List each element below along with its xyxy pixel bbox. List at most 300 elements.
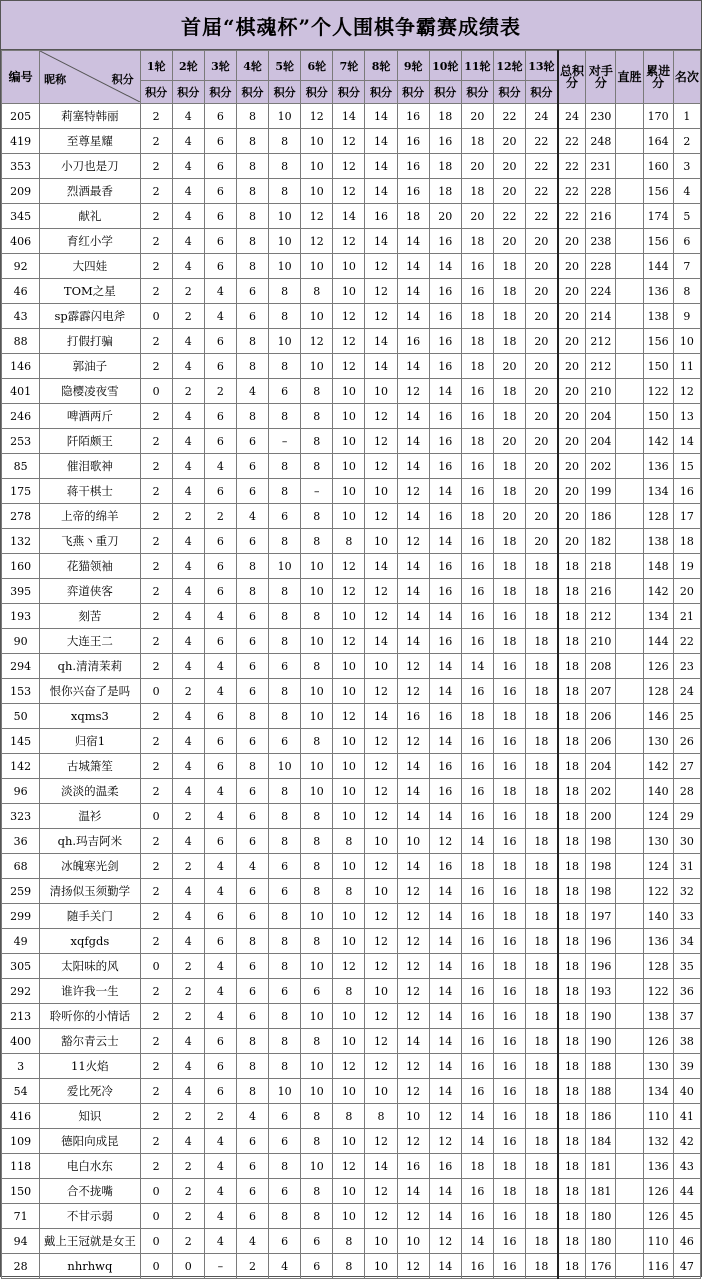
round-6-score-cell: 8 <box>301 1029 333 1054</box>
round-7-score-cell: 12 <box>333 154 365 179</box>
cumulative-score-cell: 150 <box>643 354 673 379</box>
player-name-cell: xqfgds <box>40 929 140 954</box>
player-name-cell: 知识 <box>40 1104 140 1129</box>
round-1-score-cell: 2 <box>140 154 172 179</box>
player-id-cell: 142 <box>2 754 40 779</box>
player-name-cell: 至尊星耀 <box>40 129 140 154</box>
table-row <box>2 1204 701 1229</box>
round-2-score-cell: 4 <box>172 754 204 779</box>
round-10-score-cell: 18 <box>429 179 461 204</box>
round-3-score-cell: 4 <box>204 854 236 879</box>
round-9-score-cell: 12 <box>397 904 429 929</box>
total-score-cell: 18 <box>558 679 586 704</box>
cumulative-score-cell: 144 <box>643 629 673 654</box>
round-1-score-cell: 2 <box>140 1104 172 1129</box>
round-6-score-cell: 10 <box>301 154 333 179</box>
player-name-cell: 清扬似玉须勤学 <box>40 879 140 904</box>
total-score-cell: 18 <box>558 1054 586 1079</box>
cumulative-score-cell: 128 <box>643 504 673 529</box>
player-name-cell: 催泪歌神 <box>40 454 140 479</box>
cumulative-score-cell: 136 <box>643 454 673 479</box>
round-13-score-cell: 18 <box>526 1204 558 1229</box>
round-10-score-cell: 16 <box>429 354 461 379</box>
header-round-score: 积分 <box>172 81 204 104</box>
round-12-score-cell: 18 <box>493 1179 525 1204</box>
round-10-score-cell: 16 <box>429 629 461 654</box>
round-7-score-cell: 10 <box>333 754 365 779</box>
round-1-score-cell: 2 <box>140 779 172 804</box>
table-row <box>2 429 701 454</box>
player-id-cell: 406 <box>2 229 40 254</box>
round-11-score-cell: 16 <box>461 779 493 804</box>
round-12-score-cell: 20 <box>493 354 525 379</box>
round-5-score-cell: 8 <box>269 829 301 854</box>
round-1-score-cell: 2 <box>140 329 172 354</box>
round-6-score-cell: 6 <box>301 1229 333 1254</box>
cumulative-score-cell: 156 <box>643 329 673 354</box>
round-9-score-cell: 12 <box>397 1204 429 1229</box>
round-11-score-cell: 18 <box>461 704 493 729</box>
round-7-score-cell: 10 <box>333 1004 365 1029</box>
cumulative-score-cell: 138 <box>643 1004 673 1029</box>
round-5-score-cell: 8 <box>269 279 301 304</box>
direct-win-cell <box>616 304 643 329</box>
round-11-score-cell: 16 <box>461 929 493 954</box>
cumulative-score-cell: 128 <box>643 954 673 979</box>
round-1-score-cell: 2 <box>140 929 172 954</box>
round-8-score-cell: 14 <box>365 154 397 179</box>
round-3-score-cell: 6 <box>204 829 236 854</box>
round-13-score-cell: 18 <box>526 1079 558 1104</box>
round-1-score-cell: 2 <box>140 129 172 154</box>
player-id-cell: 90 <box>2 629 40 654</box>
player-name-cell: 阡陌颇王 <box>40 429 140 454</box>
player-id-cell: 50 <box>2 704 40 729</box>
opponent-score-cell: 202 <box>586 779 616 804</box>
round-12-score-cell: 16 <box>493 1229 525 1254</box>
round-3-score-cell: 6 <box>204 104 236 129</box>
round-6-score-cell: 12 <box>301 229 333 254</box>
round-4-score-cell: 6 <box>236 954 268 979</box>
round-10-score-cell: 14 <box>429 1204 461 1229</box>
total-score-cell: 22 <box>558 204 586 229</box>
player-id-cell: 118 <box>2 1154 40 1179</box>
round-9-score-cell: 12 <box>397 379 429 404</box>
round-13-score-cell: 18 <box>526 979 558 1004</box>
round-9-score-cell: 14 <box>397 229 429 254</box>
cumulative-score-cell: 142 <box>643 429 673 454</box>
round-8-score-cell: 12 <box>365 929 397 954</box>
table-row <box>2 904 701 929</box>
total-score-cell: 20 <box>558 329 586 354</box>
direct-win-cell <box>616 204 643 229</box>
round-12-score-cell: 16 <box>493 754 525 779</box>
round-7-score-cell: 12 <box>333 304 365 329</box>
round-1-score-cell: 2 <box>140 854 172 879</box>
round-2-score-cell: 4 <box>172 104 204 129</box>
round-9-score-cell: 12 <box>397 479 429 504</box>
cumulative-score-cell: 164 <box>643 129 673 154</box>
round-8-score-cell: 12 <box>365 429 397 454</box>
round-2-score-cell: 2 <box>172 679 204 704</box>
opponent-score-cell: 214 <box>586 304 616 329</box>
round-9-score-cell: 16 <box>397 704 429 729</box>
round-8-score-cell: 12 <box>365 279 397 304</box>
round-2-score-cell: 2 <box>172 1104 204 1129</box>
round-11-score-cell: 14 <box>461 1104 493 1129</box>
round-5-score-cell: 8 <box>269 904 301 929</box>
round-3-score-cell: 4 <box>204 279 236 304</box>
round-3-score-cell: 6 <box>204 729 236 754</box>
total-score-cell: 18 <box>558 979 586 1004</box>
round-10-score-cell: 16 <box>429 554 461 579</box>
round-13-score-cell: 18 <box>526 779 558 804</box>
round-1-score-cell: 2 <box>140 629 172 654</box>
player-name-cell: 烈酒最香 <box>40 179 140 204</box>
cumulative-score-cell: 170 <box>643 104 673 129</box>
player-id-cell: 213 <box>2 1004 40 1029</box>
round-13-score-cell: 20 <box>526 254 558 279</box>
round-10-score-cell: 14 <box>429 479 461 504</box>
round-4-score-cell: 8 <box>236 554 268 579</box>
round-11-score-cell: 20 <box>461 154 493 179</box>
table-row <box>2 1254 701 1279</box>
round-9-score-cell: 10 <box>397 1229 429 1254</box>
player-name-cell: 献礼 <box>40 204 140 229</box>
total-score-cell: 18 <box>558 604 586 629</box>
table-row <box>2 1054 701 1079</box>
opponent-score-cell: 231 <box>586 154 616 179</box>
round-3-score-cell: 4 <box>204 879 236 904</box>
round-5-score-cell: 10 <box>269 554 301 579</box>
opponent-score-cell: 216 <box>586 204 616 229</box>
round-12-score-cell: 16 <box>493 604 525 629</box>
cumulative-score-cell: 126 <box>643 654 673 679</box>
round-11-score-cell: 16 <box>461 979 493 1004</box>
round-1-score-cell: 2 <box>140 579 172 604</box>
round-6-score-cell: 10 <box>301 1079 333 1104</box>
round-7-score-cell: 10 <box>333 604 365 629</box>
round-8-score-cell: 10 <box>365 379 397 404</box>
round-10-score-cell: 14 <box>429 529 461 554</box>
total-score-cell: 18 <box>558 929 586 954</box>
round-6-score-cell: 8 <box>301 1179 333 1204</box>
round-2-score-cell: 4 <box>172 929 204 954</box>
round-7-score-cell: 10 <box>333 1079 365 1104</box>
player-id-cell: 88 <box>2 329 40 354</box>
round-5-score-cell: 10 <box>269 1079 301 1104</box>
round-12-score-cell: 18 <box>493 954 525 979</box>
round-9-score-cell: 14 <box>397 854 429 879</box>
header-round-score: 积分 <box>461 81 493 104</box>
round-5-score-cell: 8 <box>269 304 301 329</box>
header-round-score: 积分 <box>365 81 397 104</box>
round-5-score-cell: 8 <box>269 579 301 604</box>
cumulative-score-cell: 134 <box>643 604 673 629</box>
round-5-score-cell: 8 <box>269 354 301 379</box>
round-7-score-cell: 12 <box>333 329 365 354</box>
round-8-score-cell: 12 <box>365 754 397 779</box>
total-score-cell: 20 <box>558 304 586 329</box>
round-7-score-cell: 12 <box>333 954 365 979</box>
round-13-score-cell: 22 <box>526 129 558 154</box>
player-name-cell: 蒋干棋士 <box>40 479 140 504</box>
round-13-score-cell: 18 <box>526 1154 558 1179</box>
round-7-score-cell: 10 <box>333 404 365 429</box>
round-12-score-cell: 18 <box>493 579 525 604</box>
table-row <box>2 404 701 429</box>
direct-win-cell <box>616 129 643 154</box>
opponent-score-cell: 204 <box>586 429 616 454</box>
player-name-cell: 古城箫笙 <box>40 754 140 779</box>
round-8-score-cell: 12 <box>365 854 397 879</box>
round-7-score-cell: 10 <box>333 679 365 704</box>
player-id-cell: 160 <box>2 554 40 579</box>
round-9-score-cell: 10 <box>397 1104 429 1129</box>
total-score-cell: 20 <box>558 379 586 404</box>
round-9-score-cell: 12 <box>397 529 429 554</box>
round-13-score-cell: 20 <box>526 229 558 254</box>
round-13-score-cell: 18 <box>526 754 558 779</box>
round-2-score-cell: 4 <box>172 529 204 554</box>
table-row <box>2 454 701 479</box>
cumulative-score-cell: 156 <box>643 229 673 254</box>
rank-cell: 13 <box>673 404 700 429</box>
player-id-cell: 145 <box>2 729 40 754</box>
round-7-score-cell: 8 <box>333 1104 365 1129</box>
player-name-cell: 恨你兴奋了是吗 <box>40 679 140 704</box>
direct-win-cell <box>616 654 643 679</box>
round-13-score-cell: 18 <box>526 804 558 829</box>
round-6-score-cell: 6 <box>301 1254 333 1279</box>
total-score-cell: 18 <box>558 829 586 854</box>
player-id-cell: 94 <box>2 1229 40 1254</box>
rank-cell: 30 <box>673 829 700 854</box>
table-row <box>2 629 701 654</box>
round-3-score-cell: 4 <box>204 1129 236 1154</box>
round-13-score-cell: 18 <box>526 1129 558 1154</box>
round-1-score-cell: 2 <box>140 754 172 779</box>
table-row <box>2 479 701 504</box>
player-name-cell: 大连王二 <box>40 629 140 654</box>
header-rank: 名次 <box>673 51 700 104</box>
rank-cell: 20 <box>673 579 700 604</box>
rank-cell: 14 <box>673 429 700 454</box>
page-title: 首届“棋魂杯”个人围棋争霸赛成绩表 <box>1 1 701 50</box>
round-1-score-cell: 2 <box>140 1079 172 1104</box>
round-3-score-cell: 4 <box>204 304 236 329</box>
round-7-score-cell: 10 <box>333 379 365 404</box>
round-11-score-cell: 18 <box>461 354 493 379</box>
round-7-score-cell: 12 <box>333 179 365 204</box>
rank-cell: 37 <box>673 1004 700 1029</box>
round-6-score-cell: 10 <box>301 754 333 779</box>
cumulative-score-cell: 146 <box>643 704 673 729</box>
round-13-score-cell: 18 <box>526 1029 558 1054</box>
round-13-score-cell: 20 <box>526 429 558 454</box>
round-7-score-cell: 14 <box>333 204 365 229</box>
round-4-score-cell: 8 <box>236 404 268 429</box>
total-score-cell: 18 <box>558 579 586 604</box>
round-10-score-cell: 14 <box>429 654 461 679</box>
round-5-score-cell: 8 <box>269 1029 301 1054</box>
round-4-score-cell: 8 <box>236 929 268 954</box>
player-name-cell: 啤酒两斤 <box>40 404 140 429</box>
table-row <box>2 804 701 829</box>
opponent-score-cell: 198 <box>586 854 616 879</box>
round-13-score-cell: 18 <box>526 704 558 729</box>
direct-win-cell <box>616 729 643 754</box>
opponent-score-cell: 210 <box>586 629 616 654</box>
player-id-cell: 36 <box>2 829 40 854</box>
round-2-score-cell: 4 <box>172 604 204 629</box>
round-8-score-cell: 12 <box>365 954 397 979</box>
round-12-score-cell: 16 <box>493 829 525 854</box>
rank-cell: 26 <box>673 729 700 754</box>
round-3-score-cell: 6 <box>204 479 236 504</box>
total-score-cell: 22 <box>558 154 586 179</box>
opponent-score-cell: 188 <box>586 1054 616 1079</box>
direct-win-cell <box>616 854 643 879</box>
header-round-12: 12轮 <box>493 51 525 81</box>
round-10-score-cell: 16 <box>429 429 461 454</box>
direct-win-cell <box>616 779 643 804</box>
round-8-score-cell: 12 <box>365 1029 397 1054</box>
round-12-score-cell: 18 <box>493 854 525 879</box>
round-6-score-cell: 8 <box>301 879 333 904</box>
round-3-score-cell: 4 <box>204 1229 236 1254</box>
rank-cell: 3 <box>673 154 700 179</box>
direct-win-cell <box>616 279 643 304</box>
round-12-score-cell: 16 <box>493 1104 525 1129</box>
player-name-cell: 打假打骗 <box>40 329 140 354</box>
rank-cell: 27 <box>673 754 700 779</box>
total-score-cell: 18 <box>558 754 586 779</box>
round-8-score-cell: 14 <box>365 329 397 354</box>
round-10-score-cell: 12 <box>429 1229 461 1254</box>
direct-win-cell <box>616 479 643 504</box>
player-name-cell: 莉塞特韩丽 <box>40 104 140 129</box>
direct-win-cell <box>616 179 643 204</box>
round-8-score-cell: 10 <box>365 1254 397 1279</box>
round-2-score-cell: 4 <box>172 329 204 354</box>
total-score-cell: 20 <box>558 279 586 304</box>
opponent-score-cell: 196 <box>586 929 616 954</box>
round-12-score-cell: 16 <box>493 979 525 1004</box>
round-1-score-cell: 2 <box>140 479 172 504</box>
total-score-cell: 20 <box>558 504 586 529</box>
table-row <box>2 679 701 704</box>
opponent-score-cell: 228 <box>586 179 616 204</box>
round-4-score-cell: 6 <box>236 1154 268 1179</box>
round-3-score-cell: 6 <box>204 629 236 654</box>
header-opponent: 对手分 <box>586 51 616 104</box>
round-8-score-cell: 14 <box>365 129 397 154</box>
rank-cell: 34 <box>673 929 700 954</box>
round-4-score-cell: 6 <box>236 529 268 554</box>
direct-win-cell <box>616 604 643 629</box>
round-10-score-cell: 14 <box>429 1254 461 1279</box>
player-name-cell: 弈道侠客 <box>40 579 140 604</box>
direct-win-cell <box>616 754 643 779</box>
round-9-score-cell: 14 <box>397 504 429 529</box>
player-id-cell: 132 <box>2 529 40 554</box>
round-6-score-cell: 10 <box>301 129 333 154</box>
round-1-score-cell: 2 <box>140 1029 172 1054</box>
opponent-score-cell: 238 <box>586 229 616 254</box>
player-name-cell: 豁尔青云士 <box>40 1029 140 1054</box>
round-5-score-cell: 6 <box>269 1229 301 1254</box>
opponent-score-cell: 218 <box>586 554 616 579</box>
round-5-score-cell: 10 <box>269 329 301 354</box>
total-score-cell: 18 <box>558 1204 586 1229</box>
round-13-score-cell: 18 <box>526 1004 558 1029</box>
round-3-score-cell: 6 <box>204 179 236 204</box>
direct-win-cell <box>616 1254 643 1279</box>
round-3-score-cell: 4 <box>204 1179 236 1204</box>
round-8-score-cell: 12 <box>365 404 397 429</box>
round-4-score-cell: 8 <box>236 1029 268 1054</box>
player-id-cell: 49 <box>2 929 40 954</box>
opponent-score-cell: 198 <box>586 879 616 904</box>
round-2-score-cell: 4 <box>172 179 204 204</box>
round-11-score-cell: 18 <box>461 129 493 154</box>
table-row <box>2 929 701 954</box>
round-1-score-cell: 0 <box>140 1254 172 1279</box>
round-10-score-cell: 14 <box>429 804 461 829</box>
round-9-score-cell: 14 <box>397 554 429 579</box>
round-8-score-cell: 12 <box>365 1054 397 1079</box>
round-8-score-cell: 10 <box>365 1079 397 1104</box>
round-12-score-cell: 16 <box>493 1079 525 1104</box>
round-3-score-cell: 4 <box>204 654 236 679</box>
round-2-score-cell: 4 <box>172 904 204 929</box>
direct-win-cell <box>616 254 643 279</box>
header-round-7: 7轮 <box>333 51 365 81</box>
rank-cell: 45 <box>673 1204 700 1229</box>
round-5-score-cell: 8 <box>269 804 301 829</box>
cumulative-score-cell: 124 <box>643 854 673 879</box>
round-7-score-cell: 10 <box>333 904 365 929</box>
round-3-score-cell: 6 <box>204 929 236 954</box>
round-5-score-cell: 8 <box>269 604 301 629</box>
round-7-score-cell: 8 <box>333 879 365 904</box>
round-7-score-cell: 12 <box>333 629 365 654</box>
round-2-score-cell: 4 <box>172 1029 204 1054</box>
round-12-score-cell: 18 <box>493 554 525 579</box>
total-score-cell: 18 <box>558 1179 586 1204</box>
player-id-cell: 353 <box>2 154 40 179</box>
direct-win-cell <box>616 829 643 854</box>
round-2-score-cell: 4 <box>172 629 204 654</box>
player-id-cell: 43 <box>2 304 40 329</box>
player-name-cell: 德阳向成昆 <box>40 1129 140 1154</box>
header-round-score: 积分 <box>140 81 172 104</box>
round-5-score-cell: 8 <box>269 529 301 554</box>
round-1-score-cell: 2 <box>140 529 172 554</box>
round-1-score-cell: 2 <box>140 904 172 929</box>
round-11-score-cell: 16 <box>461 554 493 579</box>
opponent-score-cell: 196 <box>586 954 616 979</box>
rank-cell: 29 <box>673 804 700 829</box>
player-id-cell: 209 <box>2 179 40 204</box>
header-score: 积分 <box>111 73 134 86</box>
table-row <box>2 554 701 579</box>
round-9-score-cell: 14 <box>397 1029 429 1054</box>
total-score-cell: 18 <box>558 779 586 804</box>
direct-win-cell <box>616 554 643 579</box>
direct-win-cell <box>616 1004 643 1029</box>
